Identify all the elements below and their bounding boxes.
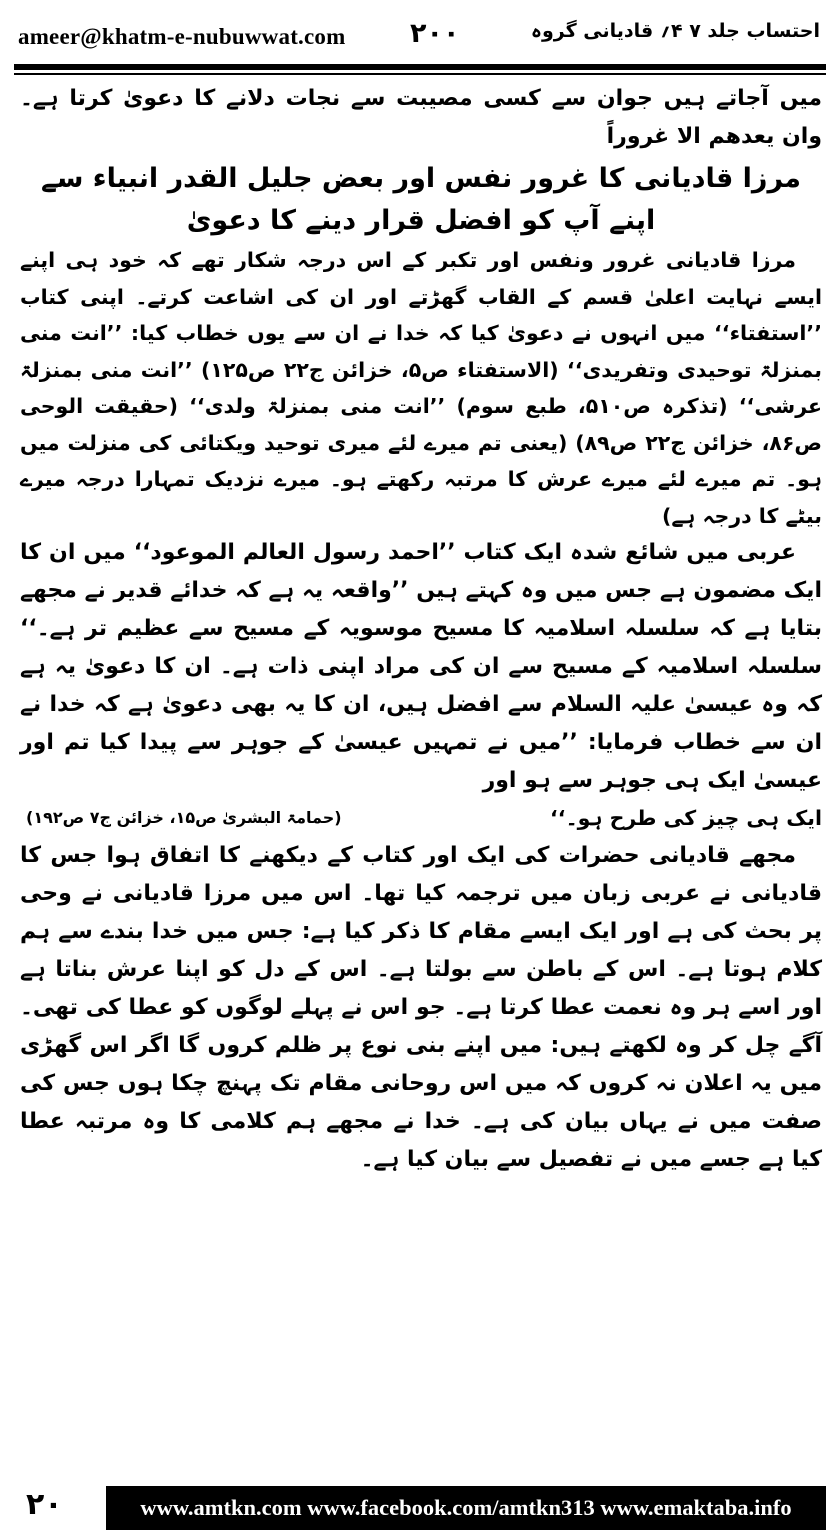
header-rule-thick (14, 64, 826, 70)
footer-links-bar[interactable]: www.amtkn.com www.facebook.com/amtkn313 www.emaktaba.info (106, 1486, 826, 1530)
header-rule-thin (14, 73, 826, 75)
header-email: ameer@khatm-e-nubuwwat.com (18, 24, 346, 49)
page-header (14, 4, 826, 64)
paragraph-wahi: مجھے قادیانی حضرات کی ایک اور کتاب کے دیکھنے کا اتفاق ہوا جس کا قادیانی نے عربی زبان میں ترجمہ کیا تھا۔ اس میں مرزا قادیانی نے وحی پر بحث کی ہے اور ایک ایسے مقام کا ذکر کیا ہے: جس میں خدا بندے سے ہم کلام ہوتا ہے۔ اس کے باطن سے بولتا ہے۔ اس کے دل کو اپنا عرش بناتا ہے اور اسے ہر وہ نعمت عطا کرتا ہے۔ جو اس نے پہلے لوگوں کو عطا کی تھی۔ آگے چل کر وہ لکھتے ہیں: میں اپنے بنی نوع پر ظلم کروں گا اگر اس گھڑی میں یہ اعلان نہ کروں کہ میں اس روحانی مقام تک پہنچ چکا ہوں جس کی صفت میں نے یہاں بیان کی ہے۔ خدا نے مجھے ہم کلامی کا وہ مرتبہ عطا کیا ہے جسے میں نے تفصیل سے بیان کیا ہے۔ (20, 842, 822, 1172)
reference-hamamat: (حمامۃ البشریٰ ص۱۵، خزائن ج۷ ص۱۹۲) (26, 808, 342, 827)
header-page-number: ۲۰۰ (410, 18, 460, 49)
section-heading-line-1: مرزا قادیانی کا غرور نفس اور بعض جلیل القدر انبیاء سے (41, 163, 801, 194)
paragraph-arabic-book: عربی میں شائع شدہ ایک کتاب ’’احمد رسول العالم الموعود‘‘ میں ان کا ایک مضمون ہے جس میں وہ کہتے ہیں ’’واقعہ یہ ہے کہ خدائے قدیر نے مجھے بتایا ہے کہ سلسلہ اسلامیہ کا مسیح موسویہ کے مسیح سے عظیم تر ہے۔‘‘ سلسلہ اسلامیہ کے مسیح سے ان کی مراد اپنی ذات ہے۔ ان کا دعویٰ یہ ہے کہ وہ عیسیٰ علیہ السلام سے افضل ہیں، ان کا یہ بھی دعویٰ ہے کہ خدا نے ان سے خطاب فرمایا: ’’میں نے تمہیں عیسیٰ کے جوہر سے پیدا کیا تم اور عیسیٰ ایک ہی جوہر سے ہو اور (20, 540, 822, 793)
paragraph-intro: میں آجاتے ہیں جوان سے کسی مصیبت سے نجات دلانے کا دعویٰ کرتا ہے۔ وان یعدھم الا غروراً (20, 86, 822, 149)
quote-ending: ایک ہی چیز کی طرح ہو۔‘‘ (550, 806, 822, 830)
paragraph-istifta: مرزا قادیانی غرور ونفس اور تکبر کے اس درجہ شکار تھے کہ خود ہی اپنے ایسے نہایت اعلیٰ قسم کے القاب گھڑتے اور ان کی اشاعت کرتے۔ اپنی کتاب ’’استفتاء‘‘ میں انہوں نے دعویٰ کیا کہ خدا نے ان سے یوں خطاب کیا: ’’انت منی بمنزلۃ توحیدی وتفریدی‘‘ (الاستفتاء ص۵، خزائن ج۲۲ ص۱۲۵) ’’انت منی بمنزلۃ عرشی‘‘ (تذکرہ ص۵۱۰، طبع سوم) ’’انت منی بمنزلۃ ولدی‘‘ (حقیقت الوحی ص۸۶، خزائن ج۲۲ ص۸۹) (یعنی تم میرے لئے میری توحید ویکتائی کی منزلت میں ہو۔ تم میرے لئے میرے عرش کا مرتبہ رکھتے ہو۔ میرے نزدیک تمہارا درجہ میرے بیٹے کا درجہ ہے) (20, 248, 822, 528)
header-book-title: احتساب جلد ۷ ۴؍ قادیانی گروہ (530, 20, 820, 42)
section-heading-line-2: اپنے آپ کو افضل قرار دینے کا دعویٰ (186, 205, 656, 236)
page-body (20, 80, 822, 1475)
page-footer (14, 1482, 826, 1532)
footer-page-number: ۲۰ (26, 1487, 63, 1522)
paragraph-arabic-book-last-line (20, 800, 822, 837)
